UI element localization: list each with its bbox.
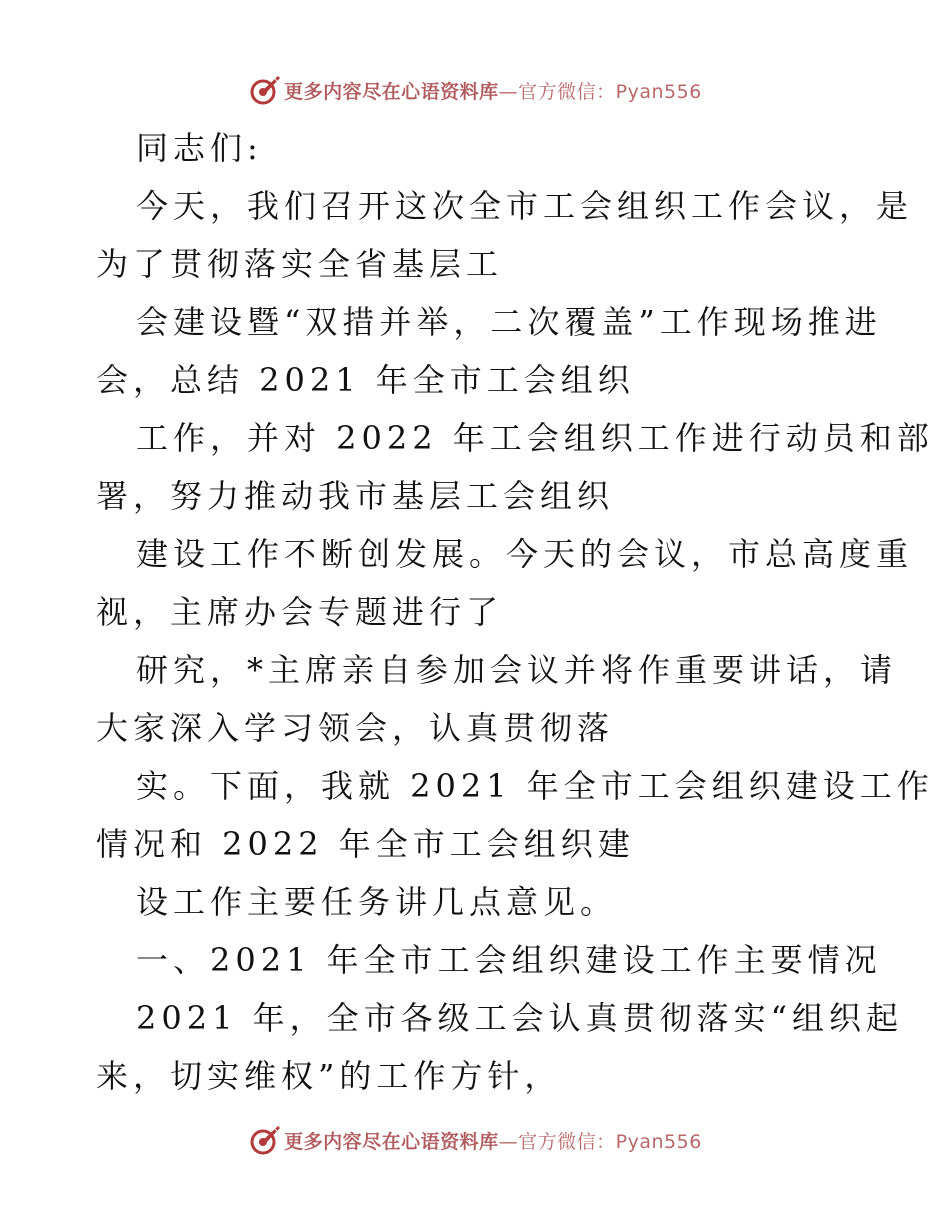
paragraph-line: 署，努力推动我市基层工会组织 [96, 477, 615, 515]
paragraph-line: 会，总结 2021 年全市工会组织 [96, 361, 635, 399]
paragraph-line: 来，切实维权”的工作方针， [96, 1057, 562, 1095]
header-banner-sub: —官方微信：Pyan556 [498, 80, 702, 103]
paragraph-line: 视，主席办会专题进行了 [96, 593, 504, 631]
footer-banner-main: 更多内容尽在心语资料库 [284, 1130, 499, 1153]
paragraph-line: 为了贯彻落实全省基层工 [96, 245, 504, 283]
paragraph-line: 情况和 2022 年全市工会组织建 [96, 825, 635, 863]
section-heading: 一、2021 年全市工会组织建设工作主要情况 [136, 941, 882, 979]
paragraph-line: 建设工作不断创发展。今天的会议，市总高度重 [136, 535, 914, 573]
quill-pen-seal-icon [248, 1123, 282, 1157]
paragraph-line: 实。下面，我就 2021 年全市工会组织建设工作 [136, 767, 934, 805]
paragraph-line: 今天，我们召开这次全市工会组织工作会议，是 [136, 187, 914, 225]
paragraph-line: 工作，并对 2022 年工会组织工作进行动员和部 [136, 419, 934, 457]
paragraph-line: 研究，*主席亲自参加会议并将作重要讲话，请 [136, 651, 898, 689]
footer-banner-text [284, 1127, 702, 1154]
paragraph-line: 会建设暨“双措并举，二次覆盖”工作现场推进 [136, 303, 882, 341]
footer-banner-sub: —官方微信：Pyan556 [498, 1130, 702, 1153]
header-banner-main: 更多内容尽在心语资料库 [284, 80, 499, 103]
salutation: 同志们: [136, 129, 263, 167]
footer-banner [0, 1122, 950, 1158]
paragraph-line: 大家深入学习领会，认真贯彻落 [96, 709, 615, 747]
paragraph-line: 2021 年，全市各级工会认真贯彻落实“组织起 [136, 999, 903, 1037]
paragraph-line: 设工作主要任务讲几点意见。 [136, 883, 618, 921]
